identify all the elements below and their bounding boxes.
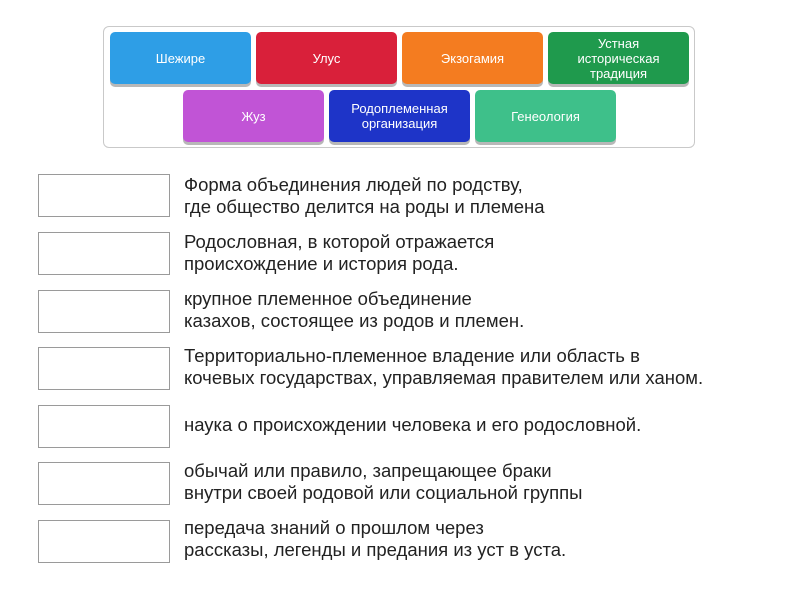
drop-slot-6[interactable] (38, 462, 170, 505)
description-2 (184, 231, 494, 275)
tile-label: Экзогамия (440, 50, 505, 66)
tile-tribal-organization[interactable] (329, 90, 470, 142)
tile-label: Родоплеменная (351, 101, 448, 116)
tile-label: Генеология (511, 108, 580, 124)
drop-slot-3[interactable] (38, 290, 170, 333)
description-6 (184, 460, 582, 504)
tile-label: историческая (577, 50, 660, 66)
description-1 (184, 174, 545, 218)
description-line: обычай или правило, запрещающее браки (184, 460, 552, 481)
tile-label: Улус (312, 50, 341, 66)
drop-slot-4[interactable] (38, 347, 170, 390)
tile-exogamy[interactable] (402, 32, 543, 84)
tile-zhuz[interactable] (183, 90, 324, 142)
description-line: происхождение и история рода. (184, 253, 459, 274)
tile-label: традиция (589, 65, 647, 81)
tile-label: Устная (597, 35, 640, 51)
drop-slot-1[interactable] (38, 174, 170, 217)
drop-slot-7[interactable] (38, 520, 170, 563)
description-line: крупное племенное объединение (184, 288, 472, 309)
tile-genealogy[interactable] (475, 90, 616, 142)
tile-oral-tradition[interactable] (548, 32, 689, 84)
description-line: Родословная, в которой отражается (184, 231, 495, 252)
description-line: рассказы, легенды и предания из уст в уста. (184, 539, 567, 560)
description-line: наука о происхождении человека и его родословной. (184, 414, 642, 435)
tile-label: Шежире (155, 50, 206, 66)
description-7 (184, 517, 566, 561)
tile-label: организация (361, 116, 438, 131)
description-line: Форма объединения людей по родству, (184, 174, 523, 195)
description-3 (184, 288, 524, 332)
description-line: внутри своей родовой или социальной группы (184, 482, 583, 503)
description-line: Территориально-племенное владение или область в (184, 345, 640, 366)
description-line: передача знаний о прошлом через (184, 517, 484, 538)
drop-slot-5[interactable] (38, 405, 170, 448)
drop-slot-2[interactable] (38, 232, 170, 275)
tile-label: Жуз (241, 108, 266, 124)
tile-shezhire[interactable] (110, 32, 251, 84)
description-5 (184, 414, 641, 436)
description-line: где общество делится на роды и племена (184, 196, 545, 217)
description-line: кочевых государствах, управляемая правителем или ханом. (184, 367, 704, 388)
tile-ulus[interactable] (256, 32, 397, 84)
description-4 (184, 345, 703, 389)
description-line: казахов, состоящее из родов и племен. (184, 310, 525, 331)
